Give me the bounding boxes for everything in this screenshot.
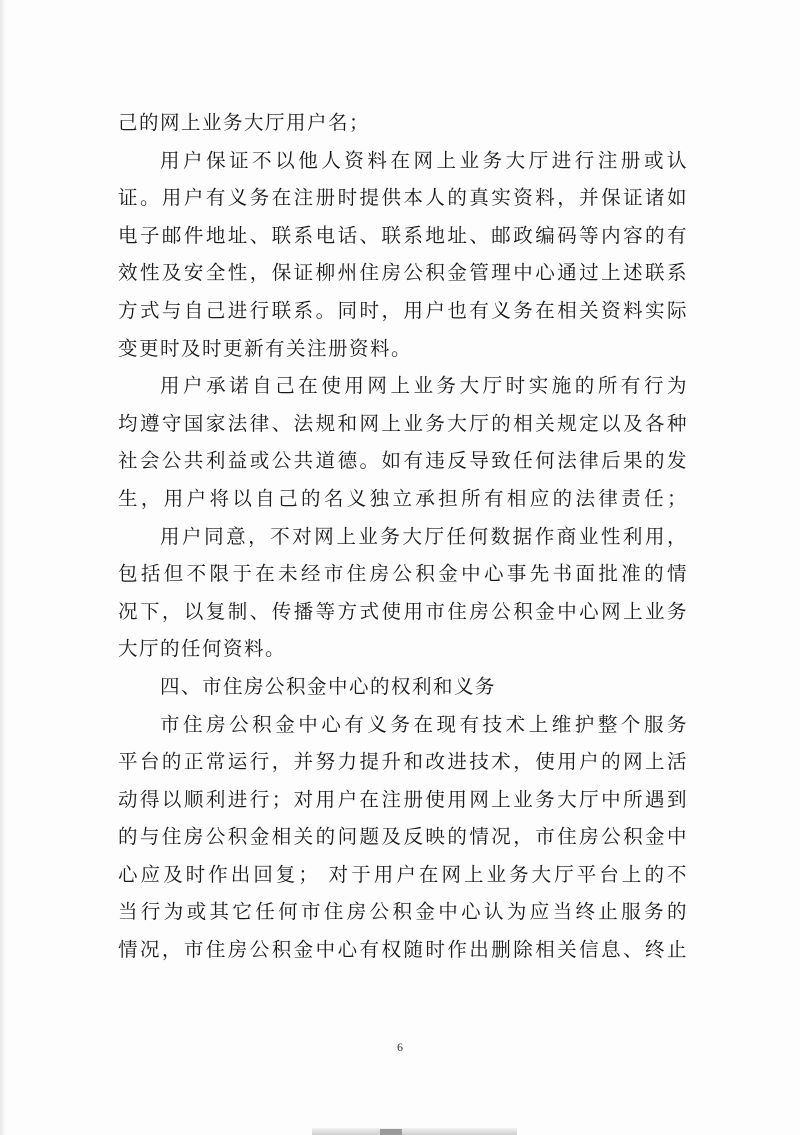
text-line: 用户保证不以他人资料在网上业务大厅进行注册或认 [160,148,688,172]
text-line: 用户同意，不对网上业务大厅任何数据作商业性利用， [160,524,688,548]
document-body [118,104,688,969]
section-heading: 四、市住房公积金中心的权利和义务 [160,674,497,698]
text-line: 况下，以复制、传播等方式使用市住房公积金中心网上业务 [118,599,688,623]
page-edge-shadow [0,0,6,1135]
text-line: 的与住房公积金相关的问题及反映的情况，市住房公积金中 [118,825,688,849]
text-line: 平台的正常运行，并努力提升和改进技术，使用户的网上活 [118,750,688,774]
scan-artifact-mark [380,1129,402,1135]
text-line: 电子邮件地址、联系电话、联系地址、邮政编码等内容的有 [118,223,688,247]
text-line: 方式与自己进行联系。同时，用户也有义务在相关资料实际 [118,298,688,322]
text-line: 包括但不限于在未经市住房公积金中心事先书面批准的情 [118,562,688,586]
text-line: 用户承诺自己在使用网上业务大厅时实施的所有行为 [160,374,688,398]
text-line: 社会公共利益或公共道德。如有违反导致任何法律后果的发 [118,449,688,473]
text-line: 当行为或其它任何市住房公积金中心认为应当终止服务的 [118,900,688,924]
text-line: 效性及安全性，保证柳州住房公积金管理中心通过上述联系 [118,261,688,285]
text-line: 情况，市住房公积金中心有权随时作出删除相关信息、终止 [118,938,688,962]
text-line: 均遵守国家法律、法规和网上业务大厅的相关规定以及各种 [118,411,688,435]
text-line: 己的网上业务大厅用户名； [118,111,371,134]
text-line: 市住房公积金中心有义务在现有技术上维护整个服务 [160,712,688,736]
text-line: 证。用户有义务在注册时提供本人的真实资料，并保证诸如 [118,186,688,210]
text-line: 变更时及时更新有关注册资料。 [118,336,413,360]
text-line: 大厅的任何资料。 [118,637,287,661]
scan-artifact-strip [312,1128,517,1135]
text-line: 动得以顺利进行；对用户在注册使用网上业务大厅中所遇到 [118,787,688,811]
page-number: 6 [397,1040,403,1054]
text-line: 心应及时作出回复； 对于用户在网上业务大厅平台上的不 [118,862,688,886]
text-line: 生，用户将以自己的名义独立承担所有相应的法律责任； [118,486,688,510]
